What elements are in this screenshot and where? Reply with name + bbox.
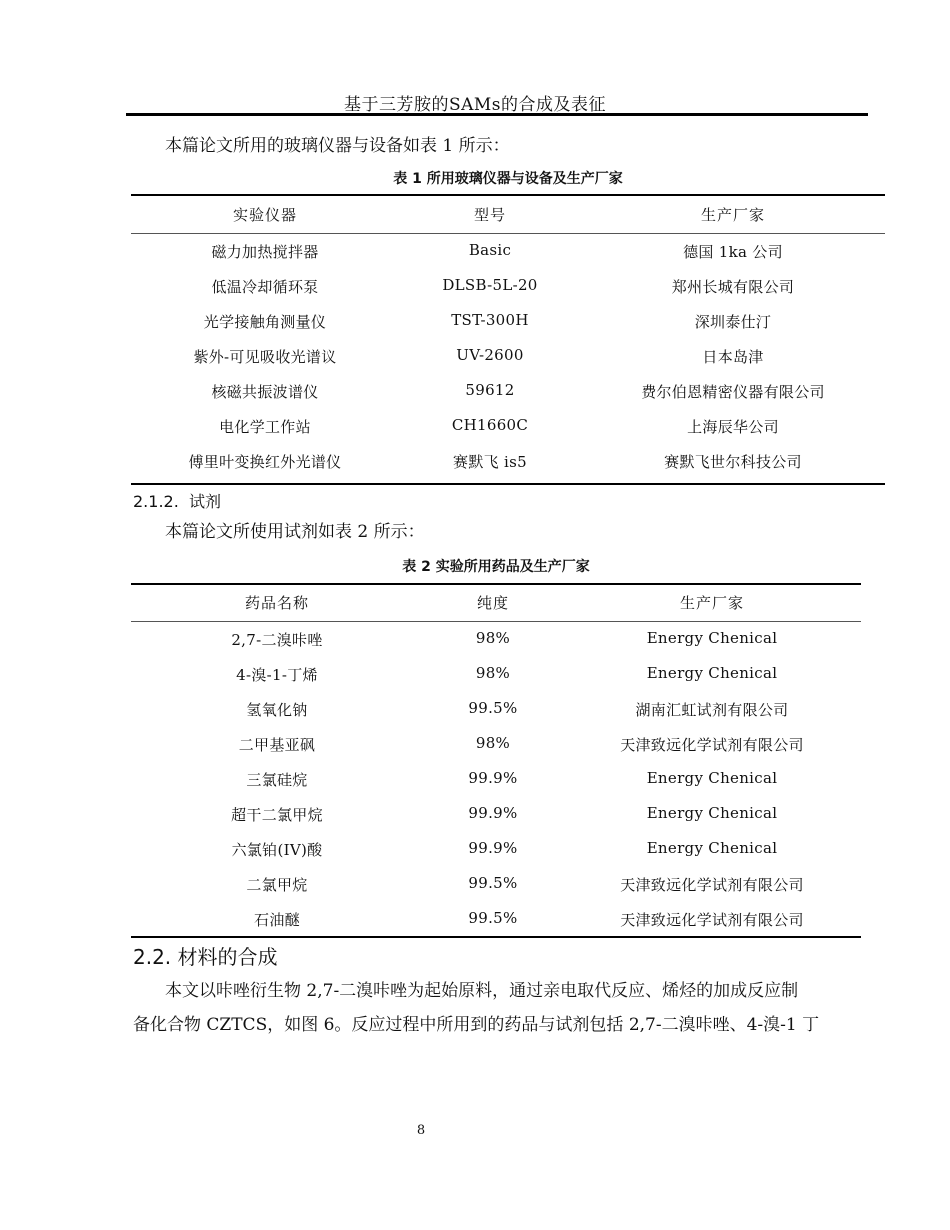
table1-header-model: 型号 bbox=[473, 206, 506, 224]
table-cell: 傅里叶变换红外光谱仪 bbox=[188, 453, 342, 471]
table-cell: Energy Chenical bbox=[646, 629, 778, 647]
table2-top-rule bbox=[131, 583, 861, 585]
table-cell: 核磁共振波谱仪 bbox=[211, 383, 319, 401]
section-number: 2.2. bbox=[133, 945, 172, 969]
table-cell: Energy Chenical bbox=[646, 839, 778, 857]
table-cell: CH1660C bbox=[451, 416, 529, 434]
table-cell: 德国 1ka 公司 bbox=[683, 243, 783, 261]
table1-header-instrument: 实验仪器 bbox=[232, 206, 297, 224]
intro-paragraph-1: 本篇论文所用的玻璃仪器与设备如表 1 所示： bbox=[165, 136, 510, 156]
table-cell: 二甲基亚砜 bbox=[238, 736, 316, 754]
table-cell: 99.9% bbox=[468, 804, 518, 822]
table1-top-rule bbox=[131, 194, 885, 196]
table1-caption: 表 1 所用玻璃仪器与设备及生产厂家 bbox=[393, 171, 623, 187]
table-row bbox=[131, 303, 885, 338]
table-row bbox=[131, 338, 885, 373]
page-number: 8 bbox=[416, 1123, 426, 1138]
table-cell: Energy Chenical bbox=[646, 664, 778, 682]
table1-header-manufacturer: 生产厂家 bbox=[700, 206, 765, 224]
table-cell: 日本岛津 bbox=[702, 348, 764, 366]
table-row bbox=[131, 761, 861, 796]
table-row bbox=[131, 831, 861, 866]
table-row bbox=[131, 691, 861, 726]
table-cell: UV-2600 bbox=[456, 346, 524, 364]
table-cell: 费尔伯恩精密仪器有限公司 bbox=[641, 383, 825, 401]
table-cell: Energy Chenical bbox=[646, 769, 778, 787]
table1-bottom-rule bbox=[131, 483, 885, 485]
table-cell: DLSB-5L-20 bbox=[442, 276, 538, 294]
running-header-title: 基于三芳胺的SAMs的合成及表征 bbox=[343, 95, 607, 115]
table-cell: 低温冷却循环泵 bbox=[211, 278, 319, 296]
section-heading-2-2 bbox=[133, 941, 278, 970]
table-cell: 湖南汇虹试剂有限公司 bbox=[635, 701, 789, 719]
table-row bbox=[131, 796, 861, 831]
table-cell: 59612 bbox=[465, 381, 515, 399]
table-cell: 石油醚 bbox=[254, 911, 300, 929]
table-row bbox=[131, 373, 885, 408]
table-cell: 98% bbox=[475, 664, 511, 682]
section-title: 材料的合成 bbox=[177, 945, 278, 969]
table-cell: 电化学工作站 bbox=[219, 418, 311, 436]
table-row bbox=[131, 268, 885, 303]
table-cell: 2,7-二溴咔唑 bbox=[231, 631, 323, 649]
body-paragraph-line-1: 本文以咔唑衍生物 2,7-二溴咔唑为起始原料，通过亲电取代反应、烯烃的加成反应制 bbox=[165, 981, 799, 1001]
table-cell: 99.5% bbox=[468, 909, 518, 927]
table-cell: 氢氧化钠 bbox=[246, 701, 308, 719]
table-row bbox=[131, 656, 861, 691]
table-row bbox=[131, 866, 861, 901]
table-cell: TST-300H bbox=[451, 311, 529, 329]
table-cell: 紫外-可见吸收光谱议 bbox=[193, 348, 337, 366]
table-cell: Energy Chenical bbox=[646, 804, 778, 822]
table-cell: 磁力加热搅拌器 bbox=[211, 243, 319, 261]
table-cell: 赛默飞世尔科技公司 bbox=[664, 453, 802, 471]
table-cell: 天津致远化学试剂有限公司 bbox=[620, 876, 804, 894]
table-cell: 98% bbox=[475, 734, 511, 752]
table-cell: 赛默飞 is5 bbox=[453, 453, 527, 471]
table-cell: 99.5% bbox=[468, 874, 518, 892]
section-number: 2.1.2. bbox=[133, 492, 179, 511]
table2-header-name: 药品名称 bbox=[244, 594, 309, 612]
table-cell: 上海辰华公司 bbox=[687, 418, 779, 436]
table-row bbox=[131, 443, 885, 478]
table-row bbox=[131, 408, 885, 443]
table-cell: 天津致远化学试剂有限公司 bbox=[620, 736, 804, 754]
table-cell: 郑州长城有限公司 bbox=[671, 278, 795, 296]
table-cell: 天津致远化学试剂有限公司 bbox=[620, 911, 804, 929]
table-cell: 超干二氯甲烷 bbox=[231, 806, 323, 824]
table-cell: 深圳泰仕汀 bbox=[694, 313, 772, 331]
table-cell: 98% bbox=[475, 629, 511, 647]
table-cell: 光学接触角测量仪 bbox=[203, 313, 327, 331]
header-rule bbox=[126, 113, 868, 116]
table-row bbox=[131, 233, 885, 268]
table-cell: Basic bbox=[468, 241, 512, 259]
intro-paragraph-2: 本篇论文所使用试剂如表 2 所示： bbox=[165, 522, 425, 542]
section-title: 试剂 bbox=[188, 492, 221, 511]
table-cell: 4-溴-1-丁烯 bbox=[236, 666, 318, 684]
table-row bbox=[131, 726, 861, 761]
table-row bbox=[131, 621, 861, 656]
table-row bbox=[131, 901, 861, 936]
table-cell: 三氯硅烷 bbox=[246, 771, 308, 789]
table-cell: 99.9% bbox=[468, 769, 518, 787]
body-paragraph-line-2: 备化合物 CZTCS，如图 6。反应过程中所用到的药品与试剂包括 2,7-二溴咔唑、4-溴-1 丁 bbox=[133, 1015, 820, 1035]
table2-caption: 表 2 实验所用药品及生产厂家 bbox=[402, 559, 590, 575]
table2-bottom-rule bbox=[131, 936, 861, 938]
table-cell: 六氯铂(IV)酸 bbox=[231, 841, 323, 859]
table2-header-manufacturer: 生产厂家 bbox=[679, 594, 744, 612]
table2-header-purity: 纯度 bbox=[476, 594, 509, 612]
table-cell: 99.9% bbox=[468, 839, 518, 857]
table-cell: 99.5% bbox=[468, 699, 518, 717]
table-cell: 二氯甲烷 bbox=[246, 876, 308, 894]
section-heading-2-1-2 bbox=[133, 489, 221, 512]
